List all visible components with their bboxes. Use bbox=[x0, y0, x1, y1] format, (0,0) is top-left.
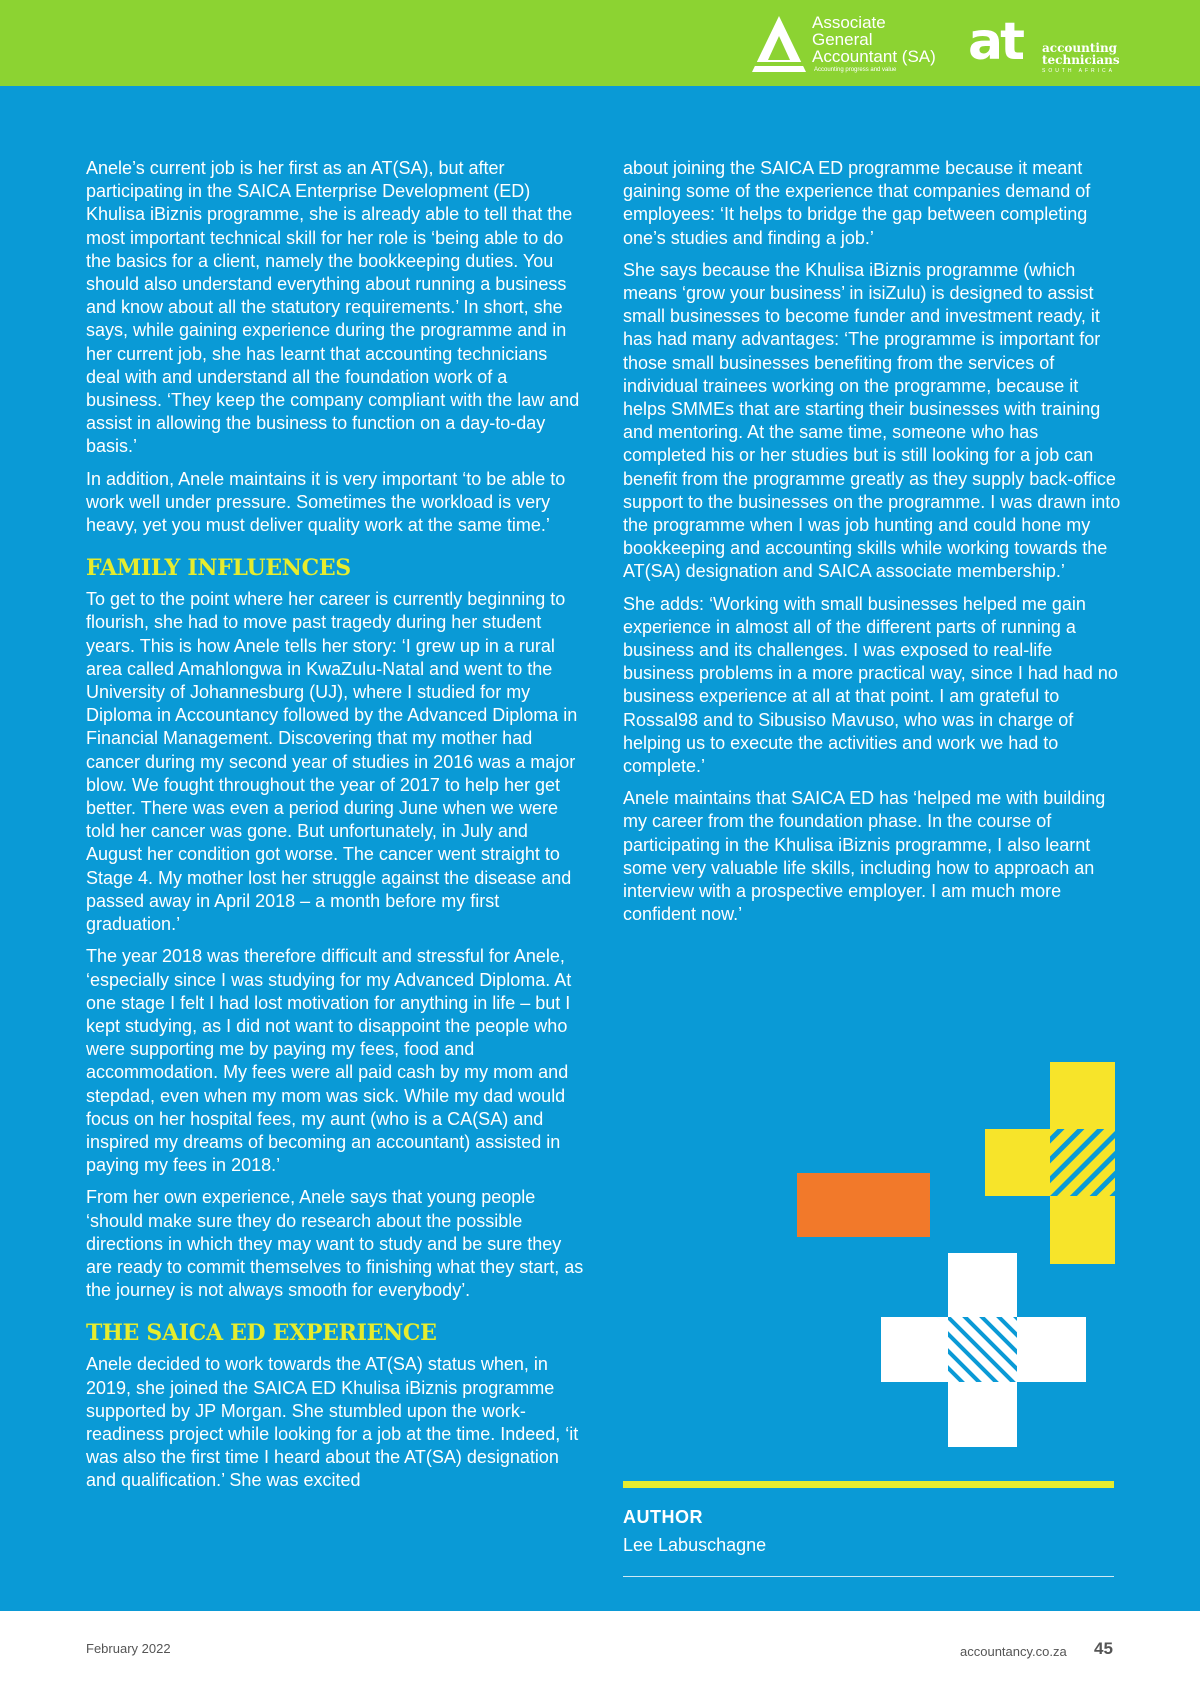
article-right-column bbox=[623, 157, 1123, 936]
orange-block bbox=[797, 1173, 930, 1237]
page-footer bbox=[0, 1611, 1200, 1696]
at-logo-region: SOUTH AFRICA bbox=[1042, 68, 1115, 74]
author-rule bbox=[623, 1576, 1114, 1577]
article-paragraph: She says because the Khulisa iBiznis programme (which means ‘grow your business’ in isiZulu) is designed to assist small businesses to become funder and investment ready, it has had many advantages: ‘The programme is important for those small businesses benefiting from the services of individual trainees working on the programme, because it helps SMMEs that are starting their businesses with training and mentoring. At the same time, someone who has completed his or her studies but is still looking for a job can benefit from the programme greatly as they supply back-office support to the businesses on the programme. I was drawn into the programme when I was job hunting and could hone my bookkeeping and accounting skills while working towards the AT(SA) designation and SAICA associate membership.’ bbox=[623, 259, 1121, 582]
at-logo-mark: at bbox=[968, 12, 1022, 72]
at-logo bbox=[968, 12, 1120, 76]
website-link[interactable]: accountancy.co.za bbox=[960, 1644, 1067, 1659]
section-heading-saica-ed-experience: THE SAICA ED EXPERIENCE bbox=[86, 1320, 437, 1347]
yellow-hatch-square bbox=[1050, 1129, 1115, 1196]
agasa-logo-tagline: Accounting progress and value bbox=[814, 67, 897, 73]
article-paragraph: She adds: ‘Working with small businesses helped me gain experience in almost all of the different parts of running a business and its challenges. I was exposed to real-life business problems in a more practical way, since I had had no business experience at all at that point. I am grateful to Rossal98 and to Sibusiso Mavuso, who was in charge of helping us to execute the activities and work we had to complete.’ bbox=[623, 593, 1118, 777]
author-divider bbox=[623, 1481, 1114, 1488]
article-paragraph: Anele’s current job is her first as an AT(SA), but after participating in the SAICA Enterprise Development (ED) Khulisa iBiznis programme, she is already able to tell that the most important technical skill for her role is ‘being able to do the basics for a client, namely the bookkeeping duties. You should also understand everything about running a business and know about all the statutory requirements.’ In short, she says, while gaining experience during the programme and in her current job, she has learnt that accounting technicians deal with and understand all the foundation work of a business. ‘They keep the company compliant with the law and assist in allowing the business to function on a day-to-day basis.’ bbox=[86, 158, 580, 457]
article-paragraph: Anele maintains that SAICA ED has ‘helped me with building my career from the foundation phase. In the course of participating in the Khulisa iBiznis programme, I also learnt some very valuable life skills, including how to approach an interview with a prospective employer. I am much more confident now.’ bbox=[623, 788, 1106, 925]
section-heading-family-influences: FAMILY INFLUENCES bbox=[86, 555, 351, 582]
agasa-triangle-icon bbox=[750, 14, 808, 74]
article-left-column bbox=[86, 157, 584, 1502]
issue-date: February 2022 bbox=[86, 1641, 171, 1656]
article-paragraph: Anele decided to work towards the AT(SA) status when, in 2019, she joined the SAICA ED Khulisa iBiznis programme supported by JP Morgan. She stumbled upon the work-readiness project while looking for a job at the time. Indeed, ‘it was also the first time I heard about the AT(SA) designation and qualification.’ She was excited bbox=[86, 1354, 579, 1491]
at-logo-word: accounting bbox=[1042, 41, 1118, 55]
author-label: AUTHOR bbox=[623, 1507, 703, 1527]
page-number: 45 bbox=[1094, 1639, 1113, 1658]
agasa-logo-line: Associate bbox=[812, 13, 886, 32]
article-paragraph: about joining the SAICA ED programme because it meant gaining some of the experience that companies demand of employees: ‘It helps to bridge the gap between completing one’s studies and finding a job.’ bbox=[623, 158, 1091, 248]
author-name: Lee Labuschagne bbox=[623, 1535, 767, 1555]
decorative-shapes bbox=[790, 1060, 1120, 1460]
article-paragraph: To get to the point where her career is currently beginning to flourish, she had to move past tragedy during her student years. This is how Anele tells her story: ‘I grew up in a rural area called Amahlongwa in KwaZulu-Natal and went to the University of Johannesburg (UJ), where I studied for my Diploma in Accountancy followed by the Advanced Diploma in Financial Management. Discovering that my mother had cancer during my second year of studies in 2016 was a major blow. We fought throughout the year of 2017 to help her get better. There was even a period during June when we were told her cancer was gone. But unfortunately, in July and August her condition got worse. The cancer went straight to Stage 4. My mother lost her struggle against the disease and passed away in April 2018 – a month before my first graduation.’ bbox=[86, 589, 578, 935]
header-bar bbox=[0, 0, 1200, 86]
agasa-logo-line: General bbox=[812, 30, 873, 49]
agasa-logo-line: Accountant (SA) bbox=[812, 47, 936, 66]
agasa-logo bbox=[750, 14, 950, 76]
article-paragraph: The year 2018 was therefore difficult and stressful for Anele, ‘especially since I was studying for my Advanced Diploma. At one stage I felt I had lost motivation for anything in life – but I kept studying, as I did not want to disappoint the people who were supporting me by paying my fees, food and accommodation. My fees were all paid cash by my mom and stepdad, even when my mom was sick. While my dad would focus on her hospital fees, my aunt (who is a CA(SA) and inspired my dreams of becoming an accountant) assisted in paying my fees in 2018.’ bbox=[86, 946, 572, 1176]
at-logo-word: technicians bbox=[1042, 53, 1120, 67]
article-paragraph: From her own experience, Anele says that young people ‘should make sure they do research about the possible directions in which they may want to study and be sure they are ready to commit themselves to finishing what they start, as the journey is not always smooth for everybody’. bbox=[86, 1187, 584, 1301]
article-paragraph: In addition, Anele maintains it is very important ‘to be able to work well under pressure. Sometimes the workload is very heavy, yet you must deliver quality work at the same time.’ bbox=[86, 468, 566, 536]
white-hatch-square bbox=[948, 1317, 1017, 1382]
